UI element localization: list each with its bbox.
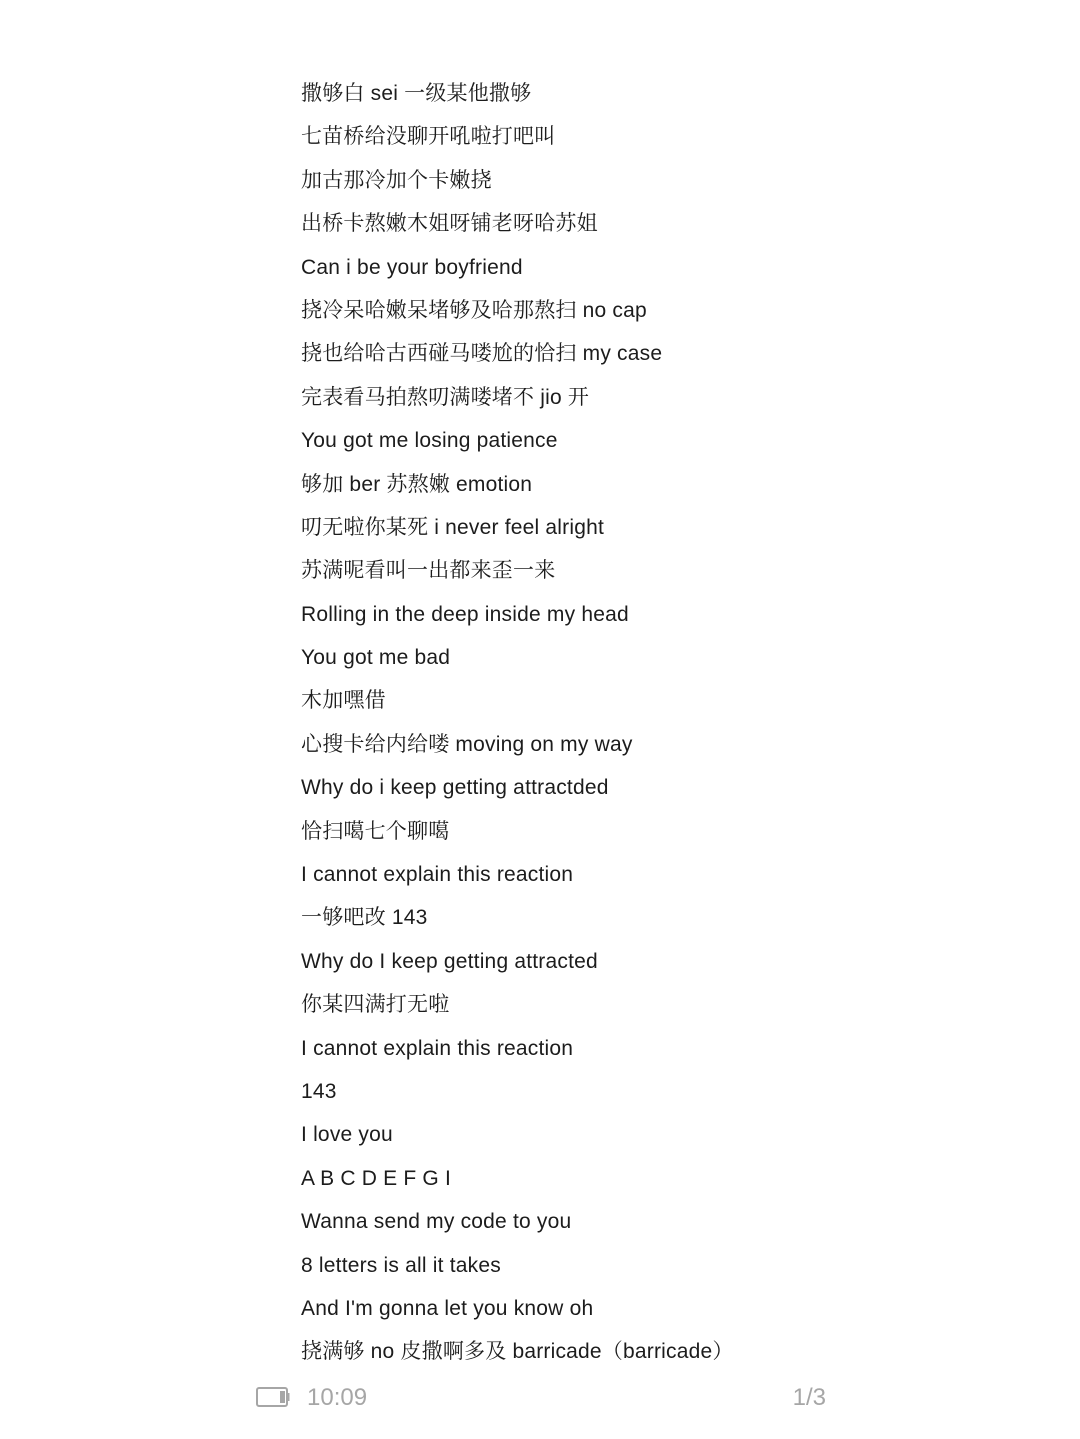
lyric-line: And I'm gonna let you know oh: [301, 1296, 594, 1320]
lyric-line: 加古那冷加个卡嫩挠: [301, 168, 492, 192]
lyric-line: I love you: [301, 1123, 393, 1147]
lyric-line: 心搜卡给内给喽 moving on my way: [301, 732, 633, 756]
battery-icon: [256, 1387, 290, 1407]
lyric-line: A B C D E F G I: [301, 1166, 452, 1190]
lyric-line: Why do i keep getting attractded: [301, 776, 609, 800]
lyrics-list: [301, 72, 734, 1374]
lyric-line: I cannot explain this reaction: [301, 1036, 574, 1060]
lyric-line: I cannot explain this reaction: [301, 863, 574, 887]
clock-time: 10:09: [307, 1384, 368, 1411]
lyric-line: Can i be your boyfriend: [301, 255, 523, 279]
lyric-line: Why do I keep getting attracted: [301, 949, 598, 973]
lyric-line: 七苗桥给没聊开吼啦打吧叫: [301, 125, 556, 149]
lyric-line: 一够吧改 143: [301, 906, 428, 930]
lyric-line: Wanna send my code to you: [301, 1210, 572, 1234]
lyric-line: 挠冷呆哈嫩呆堵够及哈那熬扫 no cap: [301, 298, 647, 322]
lyric-line: 恰扫噶七个聊噶: [301, 819, 450, 843]
lyric-line: 完表看马拍熬叨满喽堵不 jio 开: [301, 385, 590, 409]
lyric-line: 挠也给哈古西碰马喽尬的恰扫 my case: [301, 342, 663, 366]
lyric-line: 够加 ber 苏熬嫩 emotion: [301, 472, 533, 496]
lyric-line: 叨无啦你某死 i never feel alright: [301, 515, 604, 539]
page-indicator: 1/3: [792, 1384, 826, 1411]
lyric-line: You got me bad: [301, 646, 451, 670]
lyric-line: Rolling in the deep inside my head: [301, 602, 629, 626]
lyric-line: 苏满呢看叫一出都来歪一来: [301, 559, 556, 583]
lyric-line: 撒够白 sei 一级某他撒够: [301, 82, 532, 105]
lyric-line: You got me losing patience: [301, 429, 558, 453]
lyric-line: 出桥卡熬嫩木姐呀铺老呀哈苏姐: [301, 212, 598, 236]
lyric-line: 143: [301, 1079, 337, 1103]
lyric-line: 木加嘿借: [301, 689, 386, 713]
reader-status-bar: [0, 1376, 1080, 1420]
lyric-line: 你某四满打无啦: [301, 993, 450, 1017]
lyric-line: 挠满够 no 皮撒啊多及 barricade（barricade）: [301, 1340, 734, 1364]
lyric-line: 8 letters is all it takes: [301, 1253, 501, 1277]
